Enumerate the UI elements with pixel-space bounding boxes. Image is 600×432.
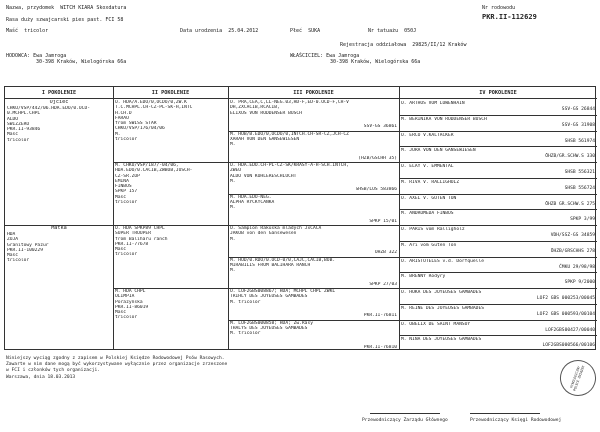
gen4-name: M. ANDROMEDA FINBOS bbox=[401, 211, 454, 217]
gen3-line: O. PRA,CEA,C,LL-NEG.03,HD-F,ED-0.OCD-F,CH-V bbox=[230, 100, 349, 105]
sex-row bbox=[290, 29, 320, 35]
color-row bbox=[6, 29, 48, 35]
gen3-divider bbox=[228, 288, 399, 289]
gen3-ancestor bbox=[228, 131, 399, 163]
gen1-sire-role: Ojciec bbox=[49, 100, 69, 105]
gen4-divider bbox=[399, 288, 597, 289]
gen2-ancestor bbox=[113, 99, 228, 162]
reg-no-value: PKR.II-112629 bbox=[482, 13, 537, 21]
gen3-divider bbox=[228, 162, 399, 163]
gen4-reg: SPKP 9/2000 bbox=[564, 280, 595, 286]
gen3-ancestor bbox=[228, 99, 399, 131]
gen1-dam-role: Matka bbox=[51, 226, 67, 231]
breeder-block bbox=[6, 54, 126, 66]
gen2-line: tricolor bbox=[115, 315, 138, 321]
gen2-line: O. HDA/A.EDO/0,OCDO/0,ZW.K bbox=[115, 100, 187, 105]
gen4-divider bbox=[399, 178, 597, 179]
footer-date: Warszawa, dnia 18.03.2013 bbox=[6, 374, 76, 380]
gen2-divider bbox=[113, 162, 228, 163]
gen4-name: O. ARISTOTELES v.d. Dorfquelle bbox=[401, 258, 484, 264]
gen3-line: M. LOF2GBS000858; HDA; Zw.Rasy bbox=[230, 320, 313, 326]
gen4-divider bbox=[399, 304, 597, 305]
gen1-sire-line: tricolor bbox=[7, 137, 30, 143]
gen3-reg: SHSB/LOS 583866 bbox=[355, 187, 397, 193]
gen3-reg: (HZB/GSCHH 35) bbox=[358, 155, 397, 161]
gen2-line: SUPER TROUPER bbox=[115, 231, 151, 237]
dog-name-row bbox=[6, 6, 126, 12]
owner-block bbox=[290, 54, 420, 66]
breeder-name: Ewa Jamroga bbox=[33, 53, 67, 59]
gen3-line: M. bbox=[230, 268, 236, 274]
gen3-line: M. bbox=[230, 142, 236, 148]
color-value: tricolor bbox=[24, 28, 49, 34]
signature-2-caption: Przewodniczący Księgi Rodowodowej bbox=[470, 418, 562, 423]
sex-label: Płeć bbox=[290, 28, 303, 34]
gen2-line: T.C.MCHPL.CH-CZ-PL-SK-H,INTC bbox=[115, 105, 193, 111]
gen4-reg: SPKP 3/99 bbox=[570, 217, 595, 223]
gen4-divider bbox=[399, 209, 597, 210]
gen3-divider bbox=[228, 194, 399, 195]
gen2-line: from SWISS STAR bbox=[115, 121, 157, 127]
gen2-line: CZ-SR.ZOP bbox=[115, 173, 140, 179]
owner-name: Ewa Jamroga bbox=[326, 53, 360, 59]
gen4-reg: LOF2 GBS 000593/00104 bbox=[536, 311, 595, 317]
gen4-name: O. PARIS vom Ralligholz bbox=[401, 227, 465, 232]
gen2-line: Maść bbox=[115, 247, 127, 253]
gen3-divider bbox=[228, 131, 399, 132]
gen3-divider bbox=[228, 320, 399, 321]
gen1-dam-line: ZOJA bbox=[7, 237, 19, 243]
gen3-line: ALDO VON KOHLERESCHLUCHT bbox=[230, 173, 297, 179]
tattoo-label: Nr tatuażu bbox=[368, 28, 399, 34]
gen2-line: FINBOS bbox=[115, 184, 132, 190]
gen4-name: O. OBELIX DE SAINT MANSUY bbox=[401, 321, 471, 327]
gen1-dam-line: tricolor bbox=[7, 258, 30, 264]
gen4-name: M. BRENNY Rodyry bbox=[401, 274, 446, 280]
gen4-divider bbox=[399, 131, 597, 132]
gen2-line: CHKU/VSP/176/04/06 bbox=[115, 126, 165, 132]
gen2-ancestor bbox=[113, 162, 228, 225]
color-label: Maść bbox=[6, 28, 19, 34]
breed-row: Rasa duży szwajcarski pies past. FCI 58 bbox=[6, 17, 124, 23]
breeder-label: HODOWCA: bbox=[6, 53, 31, 59]
dob-label: Data urodzenia bbox=[180, 28, 223, 34]
gen4-name: M. JURA VON DEN GANSEWIESEN bbox=[401, 148, 476, 154]
gen2-line: PKR.II-86019 bbox=[115, 304, 149, 310]
gen1-dam-line: Maść bbox=[7, 253, 19, 259]
tattoo-row bbox=[368, 29, 416, 35]
gen3-reg: PKR.II-76810 bbox=[363, 344, 397, 350]
gen3-line: M. bbox=[230, 205, 236, 211]
gen3-line: M. HOD/0.RDO/0.OCD-0/0,CAJC,CACIB,BOB. bbox=[230, 257, 336, 263]
gen2-line: tricolor bbox=[115, 136, 138, 142]
gen3-line: ZWEU bbox=[230, 168, 242, 174]
gen1-sire-line: SWIZZERO bbox=[7, 121, 30, 127]
gen4-divider bbox=[399, 225, 597, 226]
footer-line-2: Zawarte w nim dane mogą być wykorzystywane wyłącznie przez organizacje zrzeszone bbox=[6, 362, 228, 368]
name-value: WITCH KIARA Skoxdatura bbox=[60, 5, 127, 11]
column-header-gen1: I POKOLENIE bbox=[5, 87, 113, 99]
gen4-divider bbox=[399, 272, 597, 273]
gen4-divider bbox=[399, 115, 597, 116]
gen1-sire-line: 0.MCHPL.CHPL bbox=[7, 111, 41, 117]
gen3-line: DH,ZXCACIB,RCACIB, bbox=[230, 105, 280, 111]
breeder-address: 30-398 Kraków, Wielogórska 66a bbox=[36, 58, 127, 65]
gen3-reg: SPKP 27/03 bbox=[369, 281, 397, 287]
footer-note bbox=[6, 356, 227, 381]
gen2-ancestor bbox=[113, 225, 228, 288]
owner-address: 30-398 Kraków, Wielogórska 66a bbox=[330, 58, 421, 65]
gen3-line: M. tricolor bbox=[230, 299, 261, 305]
gen4-name: M. Ari vom Guten Ton bbox=[401, 242, 457, 248]
gen4-name: M. BERINIKA VON RODDENSER BUSCH bbox=[401, 116, 487, 122]
gen2-line: FARAO bbox=[115, 115, 129, 121]
pedigree-table bbox=[4, 86, 596, 350]
column-header-gen3: III POKOLENIE bbox=[228, 87, 399, 99]
gen3-line: ELIXUS VON RODDENSER BUSCH bbox=[230, 110, 302, 116]
gen3-line: THALYS DES JOYEUSES GAMBADES bbox=[230, 325, 308, 331]
gen4-reg: LOF2GBS00427/00040 bbox=[545, 327, 595, 333]
gen4-name: M. REINE DES JOYEUSES GAMBADES bbox=[401, 305, 484, 311]
gen3-ancestor bbox=[228, 288, 399, 320]
gen4-name: O. AXEL V. GUTEN TON bbox=[401, 195, 457, 201]
gen3-reg: ÖHZB 322 bbox=[374, 250, 397, 256]
gen2-divider bbox=[113, 288, 228, 289]
gen4-name: O. ERCO V.KALTACKER bbox=[401, 132, 454, 138]
column-header-gen2: II POKOLENIE bbox=[113, 87, 228, 99]
gen4-divider bbox=[399, 320, 597, 321]
footer-line-3: w FCI i członków tych organizacji. bbox=[6, 368, 101, 374]
gen3-ancestor bbox=[228, 162, 399, 194]
gen4-reg: ČMKU 29/98/98 bbox=[559, 264, 595, 270]
column-header-gen4: IV POKOLENIE bbox=[399, 87, 597, 99]
signature-1-mark bbox=[370, 408, 440, 414]
tattoo-value: 050J bbox=[404, 28, 417, 34]
registration-row bbox=[340, 43, 466, 49]
gen3-ancestor bbox=[228, 225, 399, 257]
gen3-line: M. tricolor bbox=[230, 331, 261, 337]
owner-label: WŁAŚCICIEL: bbox=[290, 53, 324, 59]
dob-value: 25.04.2012 bbox=[228, 28, 259, 34]
gen2-line: HDA.EDO/0.CACIB,ZWBOB,JUSCH- bbox=[115, 168, 193, 174]
sex-value: SUKA bbox=[308, 28, 321, 34]
gen3-line: M. HOB/B.EDO/0,OCDO/0,INTCH.CH-SR-CZ,JCH-CZ bbox=[230, 131, 349, 137]
gen3-reg: SSV-GS 36861 bbox=[363, 124, 397, 130]
gen3-ancestor bbox=[228, 320, 399, 352]
dob-row bbox=[180, 29, 258, 35]
kennel-club-stamp: KYNOLOGICZNY POLSCE ZWIĄZEK bbox=[555, 355, 600, 401]
gen2-line: M. HDA CHPL bbox=[115, 289, 146, 294]
gen1-sire-line: ALDO bbox=[7, 116, 19, 122]
gen4-name: O. ELAY V. EMMENTAL bbox=[401, 164, 454, 169]
signature-1-caption: Przewodniczący Zarządu Głównego bbox=[362, 418, 448, 423]
gen3-line: TRIHLY DES JOYEUSES GAMBADES bbox=[230, 294, 308, 300]
gen3-divider bbox=[228, 257, 399, 258]
gen2-line: M. CHKU/VSP/187/-04/06, bbox=[115, 163, 179, 168]
gen2-line: Maść bbox=[115, 194, 127, 200]
gen2-line: tricolor bbox=[115, 252, 138, 258]
gen3-line: M. bbox=[230, 236, 236, 242]
gen4-reg: SHSB 561974 bbox=[564, 138, 595, 144]
gen3-line: O. Šampion Rakúska mladých JxCACA bbox=[230, 226, 322, 231]
gen3-reg: SPKP 15/01 bbox=[369, 218, 397, 224]
signature-2-mark bbox=[470, 408, 540, 414]
gen4-reg: LOF2 GBS 000253/00045 bbox=[536, 296, 595, 301]
gen2-line: M. bbox=[115, 131, 121, 137]
gen4-reg: LOF2GBS000566/00106 bbox=[542, 343, 595, 349]
gen2-line: OLIMPIA bbox=[115, 294, 135, 300]
gen4-reg: VDH/SSZ-GS 34859 bbox=[550, 233, 595, 238]
gen1-sire-line: Maść bbox=[7, 132, 19, 138]
gen4-reg: SHSB 556724 bbox=[564, 185, 595, 191]
gen3-line: M. bbox=[230, 178, 236, 184]
gen2-line: EMINA bbox=[115, 178, 129, 184]
gen4-divider bbox=[399, 335, 597, 336]
gen4-reg: ÖHZB/GR.SCHW.S 330 bbox=[545, 154, 595, 160]
gen1-dam-line: Granitowy Pazur bbox=[7, 242, 49, 248]
gen4-reg: SSV-GS 31908 bbox=[561, 122, 595, 128]
gen1-sire bbox=[5, 99, 113, 225]
gen4-name: O. HOKA DES JOYEUSES GAMBADES bbox=[401, 290, 482, 295]
gen3-line: M. HDA.EDO-NEG. bbox=[230, 194, 272, 200]
gen4-divider bbox=[399, 162, 597, 163]
gen4-reg: SSV-GS 26844 bbox=[561, 107, 595, 112]
name-label: Nazwa, przydomek bbox=[6, 5, 55, 11]
gen4-reg: ÖHZB/GRSCHHS 278 bbox=[550, 248, 595, 254]
gen2-line: PKR.II-77678 bbox=[115, 241, 149, 247]
gen1-sire-line: PKR.II-93846 bbox=[7, 127, 41, 133]
gen2-line: H.CH.D bbox=[115, 110, 132, 116]
gen2-line: SPKP 157 bbox=[115, 189, 138, 195]
gen2-line: tricolor bbox=[115, 199, 138, 205]
gen3-reg: PKR.II-76811 bbox=[363, 313, 397, 319]
gen2-line: O. HDA SPKP89 CHPL bbox=[115, 226, 165, 231]
gen4-divider bbox=[399, 194, 597, 195]
gen3-line: O. LOF2GBS008867; HDA; MCHPL CHPL ZWKL bbox=[230, 289, 336, 294]
gen2-line: Maść bbox=[115, 310, 127, 316]
gen3-line: ALPHA RYCKYCANKA bbox=[230, 199, 275, 205]
gen2-ancestor bbox=[113, 288, 228, 351]
gen3-line: O. HDA.EDO.CH-PL-CZ-SK/KRASY-A-H-SCH.INTCH, bbox=[230, 163, 349, 168]
gen3-divider bbox=[228, 225, 399, 226]
gen4-divider bbox=[399, 241, 597, 242]
gen1-sire-line: CHKU/VSP/442/06.HDA.EDO/0.OCD- bbox=[7, 105, 90, 111]
gen1-dam bbox=[5, 225, 113, 351]
gen3-line: JAKOB von den Gänsewesen bbox=[230, 231, 297, 237]
gen4-name: M. RIVA V. RALLIGHOLZ bbox=[401, 179, 460, 185]
gen4-divider bbox=[399, 257, 597, 258]
gen4-divider bbox=[399, 146, 597, 147]
reg-no-label: Nr rodowodu bbox=[482, 5, 516, 11]
gen3-line: MIRABILIS FROM BALIHARA RANCH bbox=[230, 262, 311, 268]
gen2-line: from Baliharu ranch bbox=[115, 236, 168, 242]
gen3-line: XARAH VON DEN GANSEWIESEN bbox=[230, 136, 300, 142]
gen1-dam-line: HDA bbox=[7, 231, 16, 237]
gen1-dam-line: PKR.II-100229 bbox=[7, 247, 43, 253]
footer-line-1: Niniejszy wyciąg zgodny z zapisem w Polskiej Księdze Rodowodowej Psów Rasowych. bbox=[6, 356, 225, 361]
gen4-reg: ÖHZB GR.SCHW.S 275 bbox=[545, 201, 595, 207]
gen4-reg: SHSB 556321 bbox=[564, 170, 595, 175]
gen3-ancestor bbox=[228, 257, 399, 289]
gen4-name: M. NINA DES JOYEUSES GAMBADES bbox=[401, 337, 482, 343]
gen4-name: O. ARTHOS VOM LÖWENHAIN bbox=[401, 101, 465, 106]
registration-value: 29825/II/12 Kraków bbox=[412, 42, 467, 48]
registration-label: Rejestracja oddziałowa bbox=[340, 42, 407, 48]
gen3-ancestor bbox=[228, 194, 399, 226]
gen2-line: Porażyńska bbox=[115, 299, 143, 305]
